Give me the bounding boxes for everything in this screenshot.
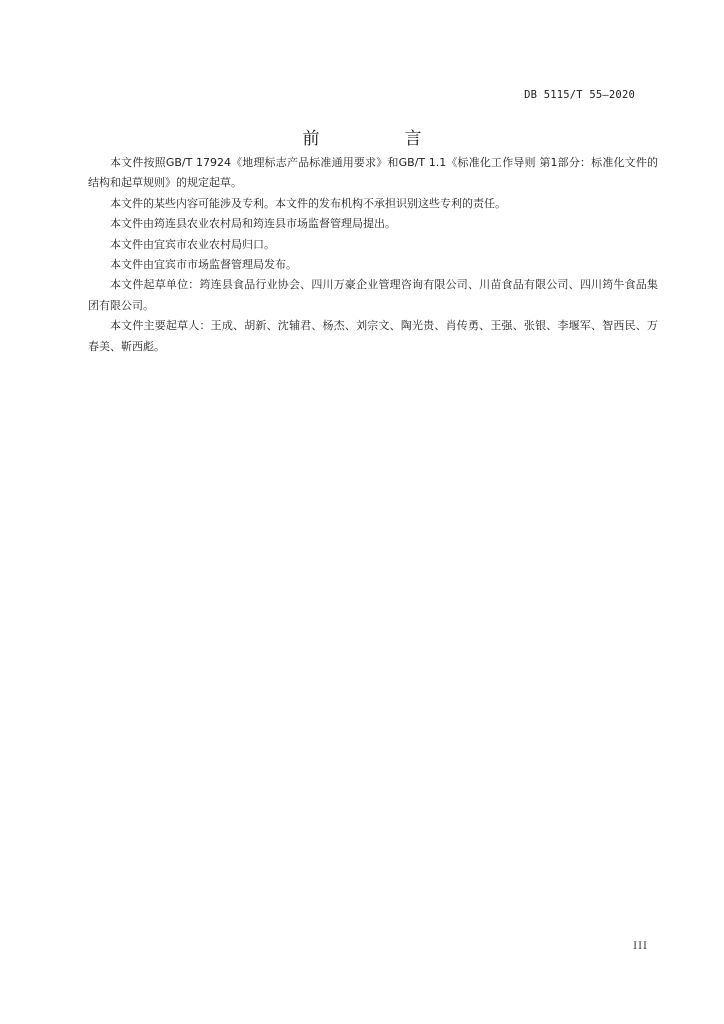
paragraph-drafters: 本文件主要起草人：王成、胡新、沈辅君、杨杰、刘宗文、陶光贵、肖传勇、王强、张银、李堰军、智西民、万春美、靳西彪。	[88, 319, 658, 353]
page-title: 前 言	[302, 129, 456, 149]
paragraph-issuer: 本文件由宜宾市市场监督管理局发布。	[110, 258, 297, 272]
standard-code: DB 5115/T 55—2020	[524, 89, 635, 101]
paragraph-drafting-basis: 本文件按照GB/T 17924《地理标志产品标准通用要求》和GB/T 1.1《标准化工作导则 第1部分：标准化文件的结构和起草规则》的规定起草。	[88, 156, 658, 190]
paragraph-proposer: 本文件由筠连县农业农村局和筠连县市场监督管理局提出。	[110, 217, 396, 231]
page-number: III	[633, 941, 648, 952]
paragraph-patent-notice: 本文件的某些内容可能涉及专利。本文件的发布机构不承担识别这些专利的责任。	[110, 196, 506, 210]
paragraph-centralized-by: 本文件由宜宾市农业农村局归口。	[110, 237, 275, 251]
paragraph-drafting-units: 本文件起草单位：筠连县食品行业协会、四川万豪企业管理咨询有限公司、川苗食品有限公司、四川筠牛食品集团有限公司。	[88, 278, 658, 312]
foreword-body	[88, 153, 658, 357]
